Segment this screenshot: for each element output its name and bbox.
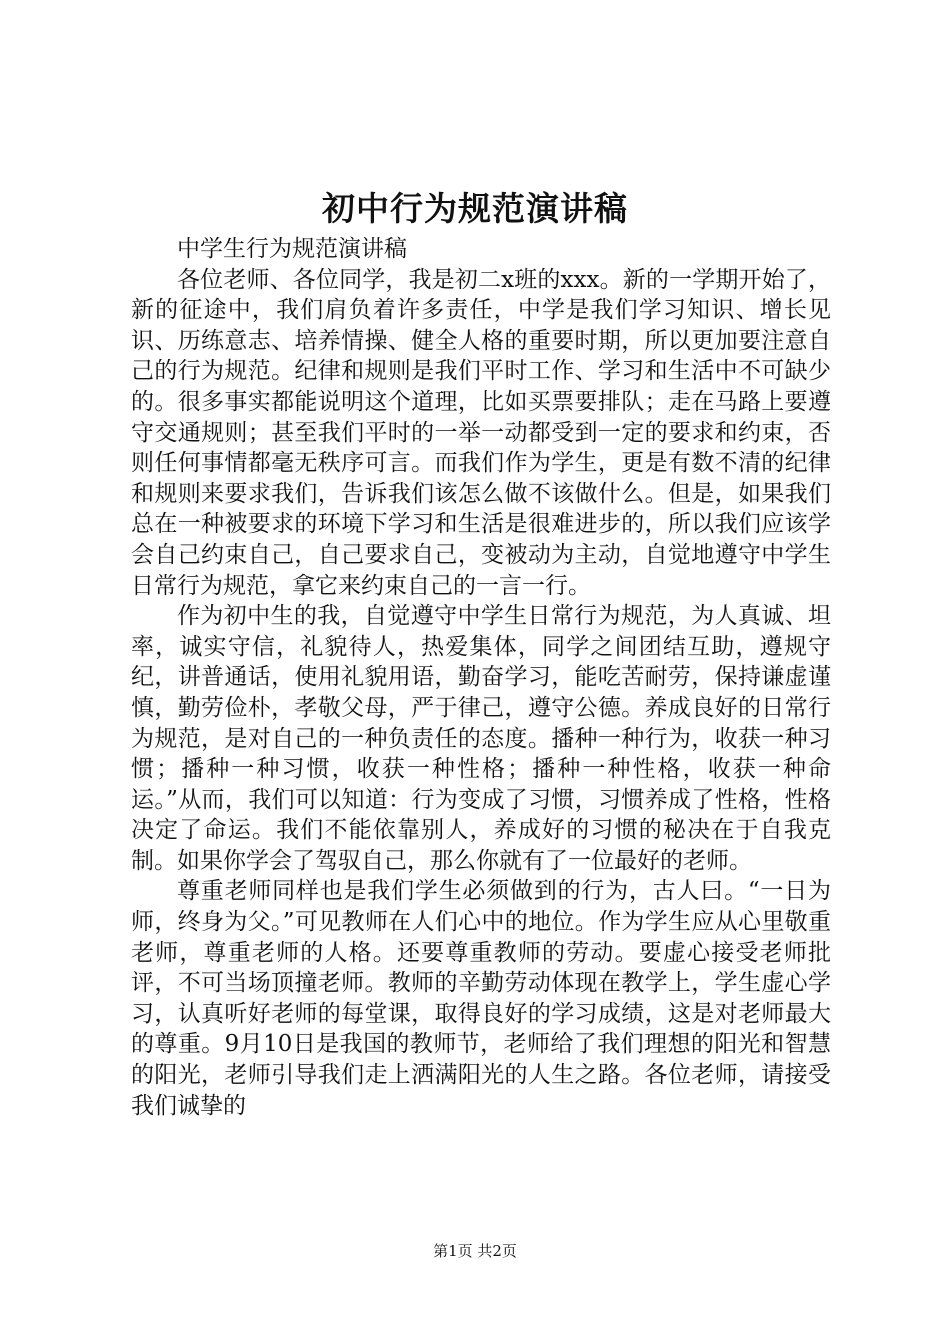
document-body <box>131 234 831 1121</box>
page-footer: 第1页 共2页 <box>433 1242 517 1260</box>
body-paragraph: 尊重老师同样也是我们学生必须做到的行为，古人曰。“一日为师，终身为父。”可见教师在人们心中的地位。作为学生应从心里敬重老师，尊重老师的人格。还要尊重教师的劳动。要虚心接受老师批评，不可当场顶撞老师。教师的辛勤劳动体现在教学上，学生虚心学习，认真听好老师的每堂课，取得良好的学习成绩，这是对老师最大的尊重。9月10日是我国的教师节，老师给了我们理想的阳光和智慧的阳光，老师引导我们走上洒满阳光的人生之路。各位老师，请接受我们诚挚的 <box>131 878 831 1119</box>
document-title: 初中行为规范演讲稿 <box>322 189 628 228</box>
body-paragraph: 作为初中生的我，自觉遵守中学生日常行为规范，为人真诚、坦率，诚实守信，礼貌待人，热爱集体，同学之间团结互助，遵规守纪，讲普通话，使用礼貌用语，勤奋学习，能吃苦耐劳，保持谦虚谨慎，勤劳俭朴，孝敬父母，严于律己，遵守公德。养成良好的日常行为规范，是对自己的一种负责任的态度。播种一种行为，收获一种习惯；播种一种习惯，收获一种性格；播种一种性格，收获一种命运。”从而，我们可以知道：行为变成了习惯，习惯养成了性格，性格决定了命运。我们不能依靠别人，养成好的习惯的秘决在于自我克制。如果你学会了驾驭自己，那么你就有了一位最好的老师。 <box>131 603 831 874</box>
body-paragraph: 各位老师、各位同学，我是初二x班的xxx。新的一学期开始了，新的征途中，我们肩负着许多责任，中学是我们学习知识、增长见识、历练意志、培养情操、健全人格的重要时期，所以更加要注意自己的行为规范。纪律和规则是我们平时工作、学习和生活中不可缺少的。很多事实都能说明这个道理，比如买票要排队；走在马路上要遵守交通规则；甚至我们平时的一举一动都受到一定的要求和约束，否则任何事情都毫无秩序可言。而我们作为学生，更是有数不清的纪律和规则来要求我们，告诉我们该怎么做不该做什么。但是，如果我们总在一种被要求的环境下学习和生活是很难进步的，所以我们应该学会自己约束自己，自己要求自己，变被动为主动，自觉地遵守中学生日常行为规范，拿它来约束自己的一言一行。 <box>131 266 831 599</box>
subtitle-paragraph: 中学生行为规范演讲稿 <box>177 236 407 262</box>
